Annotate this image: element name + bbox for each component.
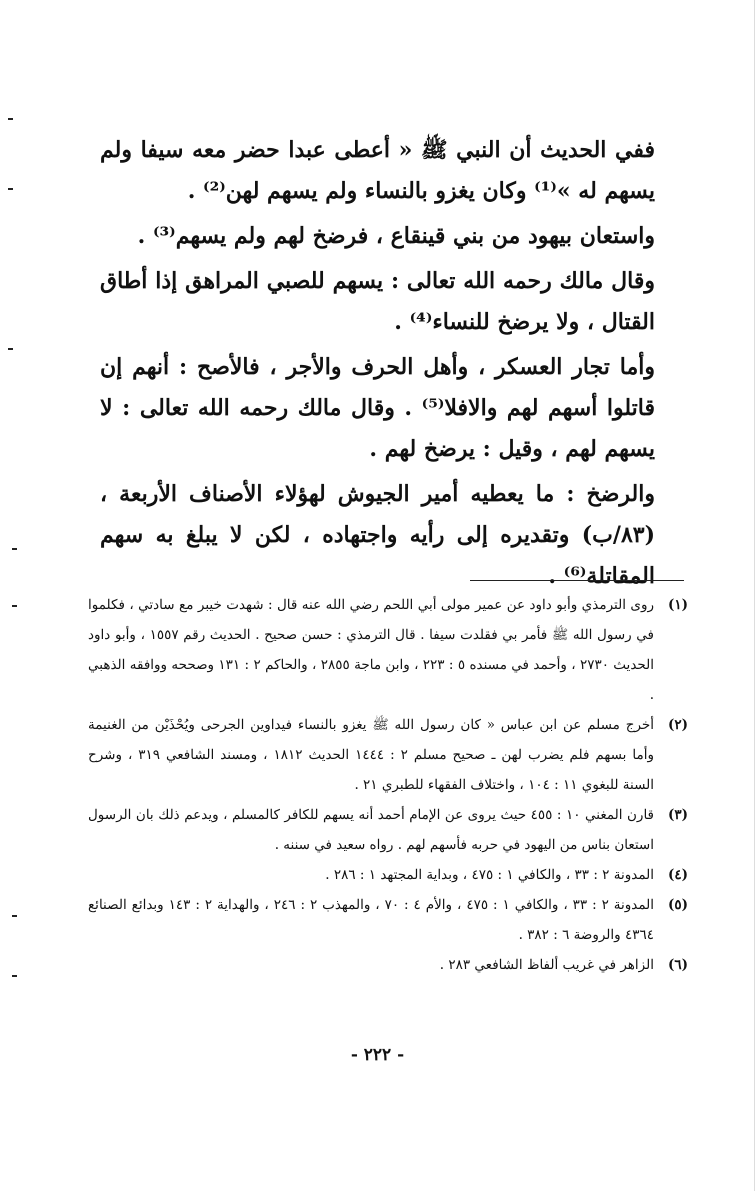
footnote (88, 590, 688, 710)
footnote-number: (٥) (667, 897, 688, 913)
footnote-text: قارن المغني ١٠ : ٤٥٥ حيث يروى عن الإمام أحمد أنه يسهم للكافر كالمسلم ، ويدعم ذلك بان الرسول استعان بناس من اليهود في حربه فأسهم لهم . رواه سعيد في سننه . (88, 807, 655, 853)
main-text (100, 130, 655, 601)
footnote-text: الزاهر في غريب ألفاظ الشافعي ٢٨٣ . (439, 957, 654, 973)
footnote-number: (٦) (667, 957, 688, 973)
margin-mark (8, 188, 13, 190)
margin-mark (12, 605, 17, 607)
paragraph: واستعان بيهود من بني قينقاع ، فرضخ لهم ولم يسهم⁽³⁾ . (137, 223, 655, 249)
paragraph: وأما تجار العسكر ، وأهل الحرف والأجر ، فالأصح : أنهم إن قاتلوا أسهم لهم والافلا⁽⁵⁾ . وقال مالك رحمه الله تعالى : لا يسهم لهم ، وقيل : يرضخ لهم . (100, 354, 656, 462)
page-number: - ٢٢٢ - (350, 1045, 405, 1065)
footnote-text: أخرج مسلم عن ابن عباس « كان رسول الله ﷺ يغزو بالنساء فيداوين الجرحى ويُحْذَيْن من الغنيمة وأما بسهم فلم يضرب لهن ـ صحيح مسلم ٢ : ١٤٤٤ الحديث ١٨١٢ ، ومسند الشافعي ٣١٩ ، وشرح السنة للبغوي ١١ : ١٠٤ ، واختلاف الفقهاء للطبري ٢١ . (88, 717, 654, 793)
footnote-text: المدونة ٢ : ٣٣ ، والكافي ١ : ٤٧٥ ، والأم ٤ : ٧٠ ، والمهذب ٢ : ٢٤٦ ، والهداية ٢ : ١٤٣ وبدائع الصنائع ٤٣٦٤ والروضة ٦ : ٣٨٢ . (88, 897, 655, 943)
paragraph: ففي الحديث أن النبي ﷺ « أعطى عبدا حضر معه سيفا ولم يسهم له »⁽¹⁾ وكان يغزو بالنساء ولم يسهم لهن⁽²⁾ . (100, 137, 655, 204)
footnote (88, 800, 688, 860)
paragraph-radkh (100, 474, 655, 597)
footnote (88, 890, 688, 950)
footnotes (88, 590, 688, 980)
footnote-text: روى الترمذي وأبو داود عن عمير مولى أبي اللحم رضي الله عنه قال : شهدت خيبر مع سادتي ، فكلموا في رسول الله ﷺ فأمر بي فقلدت سيفا . قال الترمذي : حسن صحيح . الحديث رقم ١٥٥٧ ، وأبو داود الحديث ٢٧٣٠ ، وأحمد في مسنده ٥ : ٢٢٣ ، وابن ماجة ٢٨٥٥ ، والحاكم ٢ : ١٣١ وصححه ووافقه الذهبي . (88, 597, 655, 703)
footnote-text: المدونة ٢ : ٣٣ ، والكافي ١ : ٤٧٥ ، وبداية المجتهد ١ : ٢٨٦ . (325, 867, 654, 883)
margin-mark (8, 348, 13, 350)
paragraph: وقال مالك رحمه الله تعالى : يسهم للصبي المراهق إذا أطاق القتال ، ولا يرضخ للنساء⁽⁴⁾ . (100, 268, 655, 335)
footnote-number: (٣) (667, 807, 688, 823)
footnote-number: (١) (667, 597, 688, 613)
footnote-number: (٢) (667, 717, 688, 733)
footnote (88, 860, 688, 890)
margin-mark (12, 548, 17, 550)
definition-text: : ما يعطيه أمير الجيوش لهؤلاء الأصناف الأربعة ، (٨٣/ب) وتقديره إلى رأيه واجتهاده ، لكن لا يبلغ به سهم المقاتلة⁽⁶⁾ . (100, 481, 655, 589)
footnote (88, 950, 688, 980)
footnote (88, 710, 688, 800)
defined-term: والرضخ (586, 481, 655, 507)
margin-mark (12, 915, 17, 917)
footnote-divider (470, 580, 684, 581)
footnote-number: (٤) (667, 867, 688, 883)
margin-mark (8, 118, 13, 120)
margin-mark (12, 975, 17, 977)
